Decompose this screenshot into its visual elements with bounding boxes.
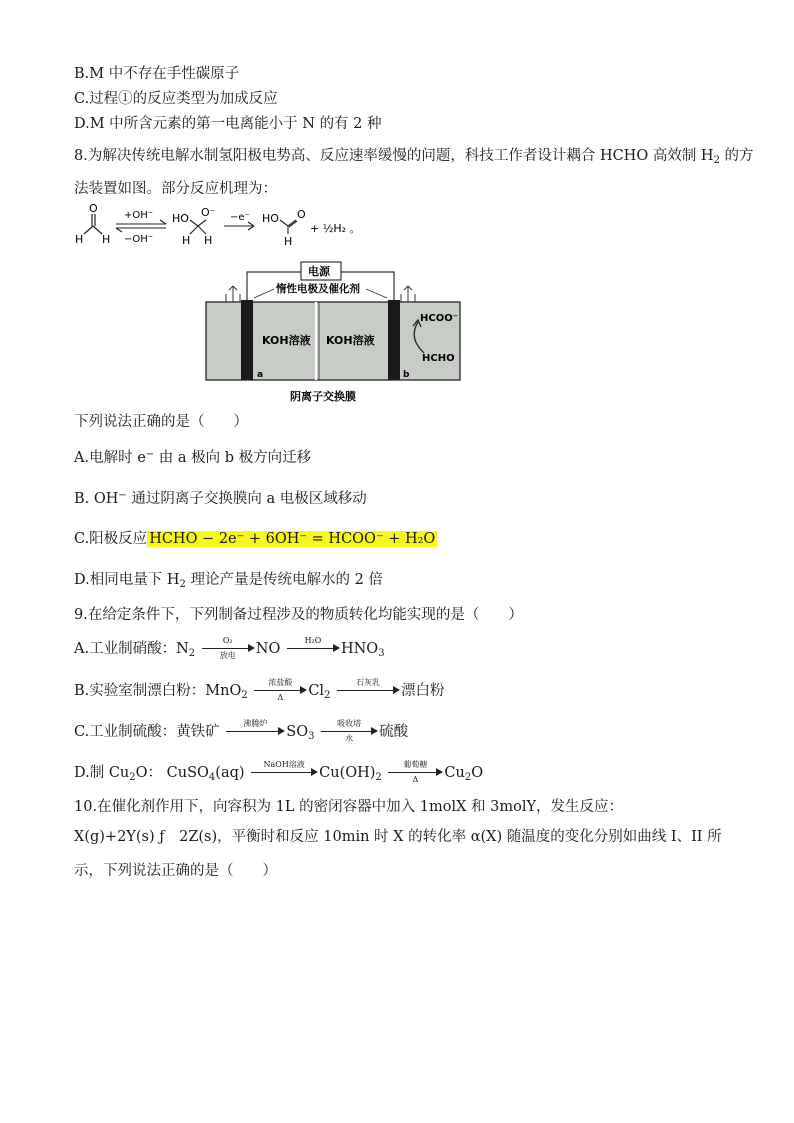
reaction-arrow: 葡萄糖 Δ: [386, 762, 444, 784]
q8-option-c: C.阳极反应 HCHO − 2e⁻ + 6OH⁻ = HCOO⁻ + H₂O: [74, 531, 436, 547]
formate-ho: HO: [262, 212, 279, 225]
electrode-b: [388, 300, 400, 380]
hcho-label: HCHO: [422, 353, 455, 364]
formaldehyde-h-right: H: [102, 233, 111, 246]
minus-oh-label: −OH⁻: [124, 234, 154, 245]
intermediate-h-right: H: [204, 234, 213, 247]
q8-option-b: B. OH− 通过阴离子交换膜向 a 电极区域移动: [74, 490, 367, 507]
question-10-stem: 10.在催化剂作用下，向容积为 1L 的密闭容器中加入 1molX 和 3molY，发生反应：: [74, 799, 624, 815]
question-10-equation: X(g)+2Y(s) ƒ 2Z(s)，平衡时和反应 10min 时 X 的转化率 α(X) 随温度的变化分别如曲线 I、II 所: [74, 829, 722, 845]
gas-outlet-left: [226, 286, 240, 302]
electrode-a-label: a: [257, 370, 264, 380]
equilibrium-arrow: [116, 220, 166, 232]
reaction-mechanism-figure: [70, 200, 370, 252]
intermediate-o-minus: O⁻: [201, 206, 216, 219]
reaction-arrow: H₂O: [285, 638, 341, 660]
reaction-arrow: 浓盐酸 Δ: [252, 680, 308, 702]
left-koh-solution: KOH溶液: [262, 334, 311, 347]
intermediate-h-left: H: [182, 234, 191, 247]
q8-option-a: A.电解时 e− 由 a 极向 b 极方向迁移: [74, 449, 312, 466]
question-9-stem: 9.在给定条件下，下列制备过程涉及的物质转化均能实现的是（ ）: [74, 607, 523, 623]
electrode-catalyst-label: 惰性电极及催化剂: [276, 283, 360, 295]
reaction-arrow: O₂ 放电: [200, 638, 256, 660]
minus-e-label: −e⁻: [230, 212, 250, 223]
q9-option-c: C.工业制硫酸：黄铁矿 沸腾炉 $SO_3$ 吸收塔 水 硫酸: [74, 719, 409, 743]
question-8-ask: 下列说法正确的是（ ）: [74, 414, 248, 430]
reaction-arrow: 沸腾炉: [224, 721, 286, 743]
reaction-arrow: 吸收塔 水: [319, 721, 379, 743]
right-koh-solution: KOH溶液: [326, 334, 375, 347]
reaction-arrow: 石灰乳: [335, 680, 401, 702]
question-10-tail: 示，下列说法正确的是（ ）: [74, 863, 277, 879]
formate-h: H: [284, 235, 293, 248]
reaction-arrow: NaOH溶液: [249, 762, 319, 784]
q9-option-d: D.制 $Cu_2O$： CuSO$_4$(aq) NaOH溶液 $Cu(OH)_2$ 葡萄糖 Δ $Cu_2O$: [74, 760, 484, 784]
oxidation-arrow: [224, 222, 254, 230]
formaldehyde-structure: [84, 214, 102, 234]
electrode-b-label: b: [403, 370, 410, 380]
question-8-stem: 8.为解决传统电解水制氢阳极电势高、反应速率缓慢的问题，科技工作者设计耦合 HCHO 高效制 $H_2$ 的方: [74, 148, 754, 166]
intermediate-bonds: [190, 220, 206, 234]
hcoo-label: HCOO⁻: [420, 313, 458, 324]
option-d-text: D.M 中所含元素的第一电离能小于 N 的有 2 种: [74, 116, 382, 132]
electrode-a: [241, 300, 253, 380]
intermediate-ho: HO: [172, 212, 189, 225]
membrane-label: 阴离子交换膜: [290, 390, 356, 403]
question-8-stem-cont: 法装置如图。部分反应机理为：: [74, 181, 277, 197]
q9-option-b: B.实验室制漂白粉：MnO$_2$ 浓盐酸 Δ $Cl_2$ 石灰乳 漂白粉: [74, 678, 445, 702]
formaldehyde-h-left: H: [75, 233, 84, 246]
highlighted-anode-equation: HCHO − 2e⁻ + 6OH⁻ = HCOO⁻ + H₂O: [149, 531, 436, 547]
formaldehyde-o: O: [89, 202, 98, 215]
q9-option-a: A.工业制硝酸：$N_2$ O₂ 放电 NO H₂O $HNO_3$: [74, 636, 385, 660]
q8-option-d: D.相同电量下 $H_2$ 理论产量是传统电解水的 2 倍: [74, 572, 383, 590]
option-c-text: C.过程①的反应类型为加成反应: [74, 91, 278, 107]
option-b-text: B.M 中不存在手性碳原子: [74, 66, 240, 82]
formate-o: O: [297, 208, 306, 221]
formate-bonds: [280, 220, 297, 234]
electrolysis-cell-diagram: [196, 258, 476, 406]
gas-outlet-right: [401, 286, 415, 302]
half-h2-label: + ½H₂ 。: [310, 222, 361, 235]
power-source-label: 电源: [308, 265, 330, 278]
plus-oh-label: +OH⁻: [124, 210, 154, 221]
